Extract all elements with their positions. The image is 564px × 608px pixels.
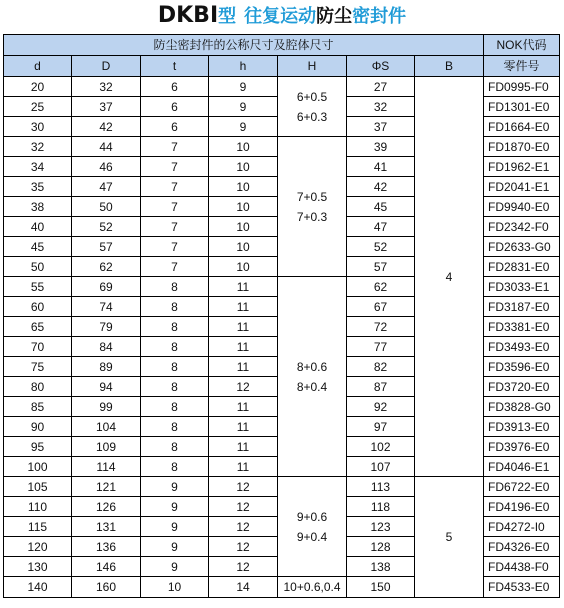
cell-h: 10	[209, 257, 278, 277]
cell-D: 126	[72, 497, 141, 517]
cell-h: 10	[209, 217, 278, 237]
cell-part-no: FD3596-E0	[484, 357, 560, 377]
cell-d: 130	[4, 557, 72, 577]
cell-H-line: 8+0.4	[296, 379, 328, 394]
cell-part-no: FD3493-E0	[484, 337, 560, 357]
cell-D: 74	[72, 297, 141, 317]
col-header-part-no: 零件号	[484, 56, 560, 77]
cell-D: 57	[72, 237, 141, 257]
cell-t: 9	[141, 477, 209, 497]
cell-part-no: FD2041-E1	[484, 177, 560, 197]
cell-d: 95	[4, 437, 72, 457]
cell-d: 38	[4, 197, 72, 217]
cell-t: 7	[141, 237, 209, 257]
title-part-c: 密封件	[352, 6, 407, 27]
cell-t: 8	[141, 297, 209, 317]
cell-D: 62	[72, 257, 141, 277]
cell-t: 6	[141, 117, 209, 137]
cell-part-no: FD3187-E0	[484, 297, 560, 317]
cell-h: 11	[209, 297, 278, 317]
col-header-d: d	[4, 56, 72, 77]
cell-H-line: 7+0.3	[296, 209, 328, 224]
cell-phiS: 57	[347, 257, 415, 277]
cell-H-line: 9+0.6	[296, 509, 328, 524]
cell-d: 50	[4, 257, 72, 277]
cell-d: 32	[4, 137, 72, 157]
cell-D: 109	[72, 437, 141, 457]
col-header-H: H	[278, 56, 347, 77]
cell-d: 45	[4, 237, 72, 257]
title-model: DKBI	[157, 3, 219, 28]
table-row	[4, 77, 560, 97]
cell-D: 84	[72, 337, 141, 357]
cell-t: 8	[141, 377, 209, 397]
cell-phiS: 32	[347, 97, 415, 117]
cell-part-no: FD2633-G0	[484, 237, 560, 257]
cell-h: 11	[209, 317, 278, 337]
cell-d: 140	[4, 577, 72, 598]
cell-h: 10	[209, 197, 278, 217]
cell-t: 8	[141, 417, 209, 437]
cell-d: 80	[4, 377, 72, 397]
cell-d: 70	[4, 337, 72, 357]
cell-D: 99	[72, 397, 141, 417]
cell-phiS: 102	[347, 437, 415, 457]
cell-t: 9	[141, 517, 209, 537]
cell-part-no: FD2342-F0	[484, 217, 560, 237]
cell-t: 9	[141, 497, 209, 517]
cell-d: 85	[4, 397, 72, 417]
cell-phiS: 113	[347, 477, 415, 497]
cell-D: 136	[72, 537, 141, 557]
cell-h: 9	[209, 117, 278, 137]
cell-h: 10	[209, 137, 278, 157]
cell-H-line: 6+0.5	[296, 89, 328, 104]
cell-part-no: FD1870-E0	[484, 137, 560, 157]
cell-phiS: 118	[347, 497, 415, 517]
cell-t: 9	[141, 537, 209, 557]
cell-d: 90	[4, 417, 72, 437]
cell-H-group	[278, 77, 347, 137]
cell-d: 40	[4, 217, 72, 237]
cell-part-no: FD4196-E0	[484, 497, 560, 517]
title-part-b: 防尘	[316, 6, 353, 27]
dimension-table	[3, 34, 560, 598]
cell-H-line: 10+0.6,0.4	[283, 580, 341, 594]
cell-D: 46	[72, 157, 141, 177]
cell-h: 11	[209, 397, 278, 417]
cell-phiS: 138	[347, 557, 415, 577]
cell-d: 110	[4, 497, 72, 517]
cell-h: 12	[209, 517, 278, 537]
cell-h: 12	[209, 377, 278, 397]
cell-H-line: 6+0.3	[296, 109, 328, 124]
cell-D: 50	[72, 197, 141, 217]
header-row-1	[4, 35, 560, 56]
cell-part-no: FD4326-E0	[484, 537, 560, 557]
cell-t: 8	[141, 437, 209, 457]
cell-part-no: FD4272-I0	[484, 517, 560, 537]
cell-phiS: 72	[347, 317, 415, 337]
cell-H-group	[278, 277, 347, 477]
cell-H-line: 7+0.5	[296, 189, 328, 204]
cell-part-no: FD3033-E1	[484, 277, 560, 297]
cell-B-group: 5	[415, 477, 484, 598]
cell-t: 8	[141, 357, 209, 377]
cell-d: 35	[4, 177, 72, 197]
cell-t: 6	[141, 97, 209, 117]
cell-part-no: FD4438-F0	[484, 557, 560, 577]
cell-d: 115	[4, 517, 72, 537]
cell-part-no: FD0995-F0	[484, 77, 560, 97]
cell-phiS: 47	[347, 217, 415, 237]
cell-d: 105	[4, 477, 72, 497]
cell-h: 11	[209, 417, 278, 437]
cell-H-line: 8+0.6	[296, 359, 328, 374]
col-header-h: h	[209, 56, 278, 77]
cell-h: 12	[209, 497, 278, 517]
cell-D: 131	[72, 517, 141, 537]
cell-phiS: 45	[347, 197, 415, 217]
cell-t: 7	[141, 197, 209, 217]
col-header-phiS: ΦS	[347, 56, 415, 77]
nok-code-header: NOK代码	[484, 35, 560, 56]
cell-t: 7	[141, 137, 209, 157]
cell-h: 11	[209, 357, 278, 377]
cell-phiS: 27	[347, 77, 415, 97]
cell-t: 8	[141, 397, 209, 417]
table-row	[4, 477, 560, 497]
cell-phiS: 41	[347, 157, 415, 177]
cell-d: 100	[4, 457, 72, 477]
cell-phiS: 77	[347, 337, 415, 357]
cell-D: 146	[72, 557, 141, 577]
cell-D: 114	[72, 457, 141, 477]
cell-h: 14	[209, 577, 278, 598]
cell-D: 94	[72, 377, 141, 397]
cell-part-no: FD9940-E0	[484, 197, 560, 217]
cell-part-no: FD1301-E0	[484, 97, 560, 117]
cell-D: 52	[72, 217, 141, 237]
cell-part-no: FD2831-E0	[484, 257, 560, 277]
cell-phiS: 97	[347, 417, 415, 437]
cell-t: 8	[141, 337, 209, 357]
cell-h: 11	[209, 437, 278, 457]
cell-H-group	[278, 137, 347, 277]
cell-d: 65	[4, 317, 72, 337]
cell-h: 10	[209, 177, 278, 197]
cell-h: 11	[209, 457, 278, 477]
title-part-a: 往复运动	[244, 6, 317, 27]
cell-d: 55	[4, 277, 72, 297]
cell-H-line: 9+0.4	[296, 529, 328, 544]
cell-D: 160	[72, 577, 141, 598]
cell-h: 11	[209, 337, 278, 357]
header-row-2	[4, 56, 560, 77]
cell-d: 75	[4, 357, 72, 377]
cell-phiS: 62	[347, 277, 415, 297]
cell-B-group: 4	[415, 77, 484, 477]
cell-phiS: 107	[347, 457, 415, 477]
cell-h: 9	[209, 77, 278, 97]
cell-t: 7	[141, 157, 209, 177]
cell-phiS: 82	[347, 357, 415, 377]
col-header-t: t	[141, 56, 209, 77]
cell-part-no: FD6722-E0	[484, 477, 560, 497]
cell-D: 69	[72, 277, 141, 297]
cell-D: 121	[72, 477, 141, 497]
cell-D: 79	[72, 317, 141, 337]
col-header-D: D	[72, 56, 141, 77]
cell-part-no: FD3976-E0	[484, 437, 560, 457]
cell-phiS: 42	[347, 177, 415, 197]
cell-t: 8	[141, 277, 209, 297]
cell-part-no: FD3381-E0	[484, 317, 560, 337]
title-type: 型	[218, 6, 237, 27]
cell-D: 42	[72, 117, 141, 137]
cell-t: 7	[141, 217, 209, 237]
cell-phiS: 37	[347, 117, 415, 137]
cell-part-no: FD3828-G0	[484, 397, 560, 417]
cell-part-no: FD4533-E0	[484, 577, 560, 598]
cell-d: 120	[4, 537, 72, 557]
cell-D: 32	[72, 77, 141, 97]
cell-d: 34	[4, 157, 72, 177]
cell-h: 10	[209, 237, 278, 257]
cell-t: 7	[141, 177, 209, 197]
cell-phiS: 87	[347, 377, 415, 397]
group-header: 防尘密封件的公称尺寸及腔体尺寸	[4, 35, 484, 56]
cell-t: 6	[141, 77, 209, 97]
cell-phiS: 92	[347, 397, 415, 417]
cell-phiS: 128	[347, 537, 415, 557]
cell-t: 8	[141, 457, 209, 477]
cell-D: 44	[72, 137, 141, 157]
cell-part-no: FD3720-E0	[484, 377, 560, 397]
cell-D: 37	[72, 97, 141, 117]
cell-d: 60	[4, 297, 72, 317]
cell-phiS: 123	[347, 517, 415, 537]
cell-d: 25	[4, 97, 72, 117]
cell-H-group	[278, 577, 347, 598]
cell-t: 9	[141, 557, 209, 577]
cell-D: 89	[72, 357, 141, 377]
cell-phiS: 67	[347, 297, 415, 317]
cell-t: 7	[141, 257, 209, 277]
page-title	[0, 0, 564, 32]
cell-phiS: 52	[347, 237, 415, 257]
cell-h: 11	[209, 277, 278, 297]
cell-t: 8	[141, 317, 209, 337]
cell-d: 20	[4, 77, 72, 97]
cell-phiS: 39	[347, 137, 415, 157]
cell-phiS: 150	[347, 577, 415, 598]
cell-part-no: FD3913-E0	[484, 417, 560, 437]
cell-h: 10	[209, 157, 278, 177]
cell-d: 30	[4, 117, 72, 137]
cell-H-group	[278, 477, 347, 577]
cell-t: 10	[141, 577, 209, 598]
cell-h: 12	[209, 557, 278, 577]
cell-h: 9	[209, 97, 278, 117]
cell-part-no: FD4046-E1	[484, 457, 560, 477]
cell-h: 12	[209, 477, 278, 497]
cell-D: 104	[72, 417, 141, 437]
cell-part-no: FD1962-E1	[484, 157, 560, 177]
cell-D: 47	[72, 177, 141, 197]
col-header-B: B	[415, 56, 484, 77]
cell-h: 12	[209, 537, 278, 557]
cell-part-no: FD1664-E0	[484, 117, 560, 137]
